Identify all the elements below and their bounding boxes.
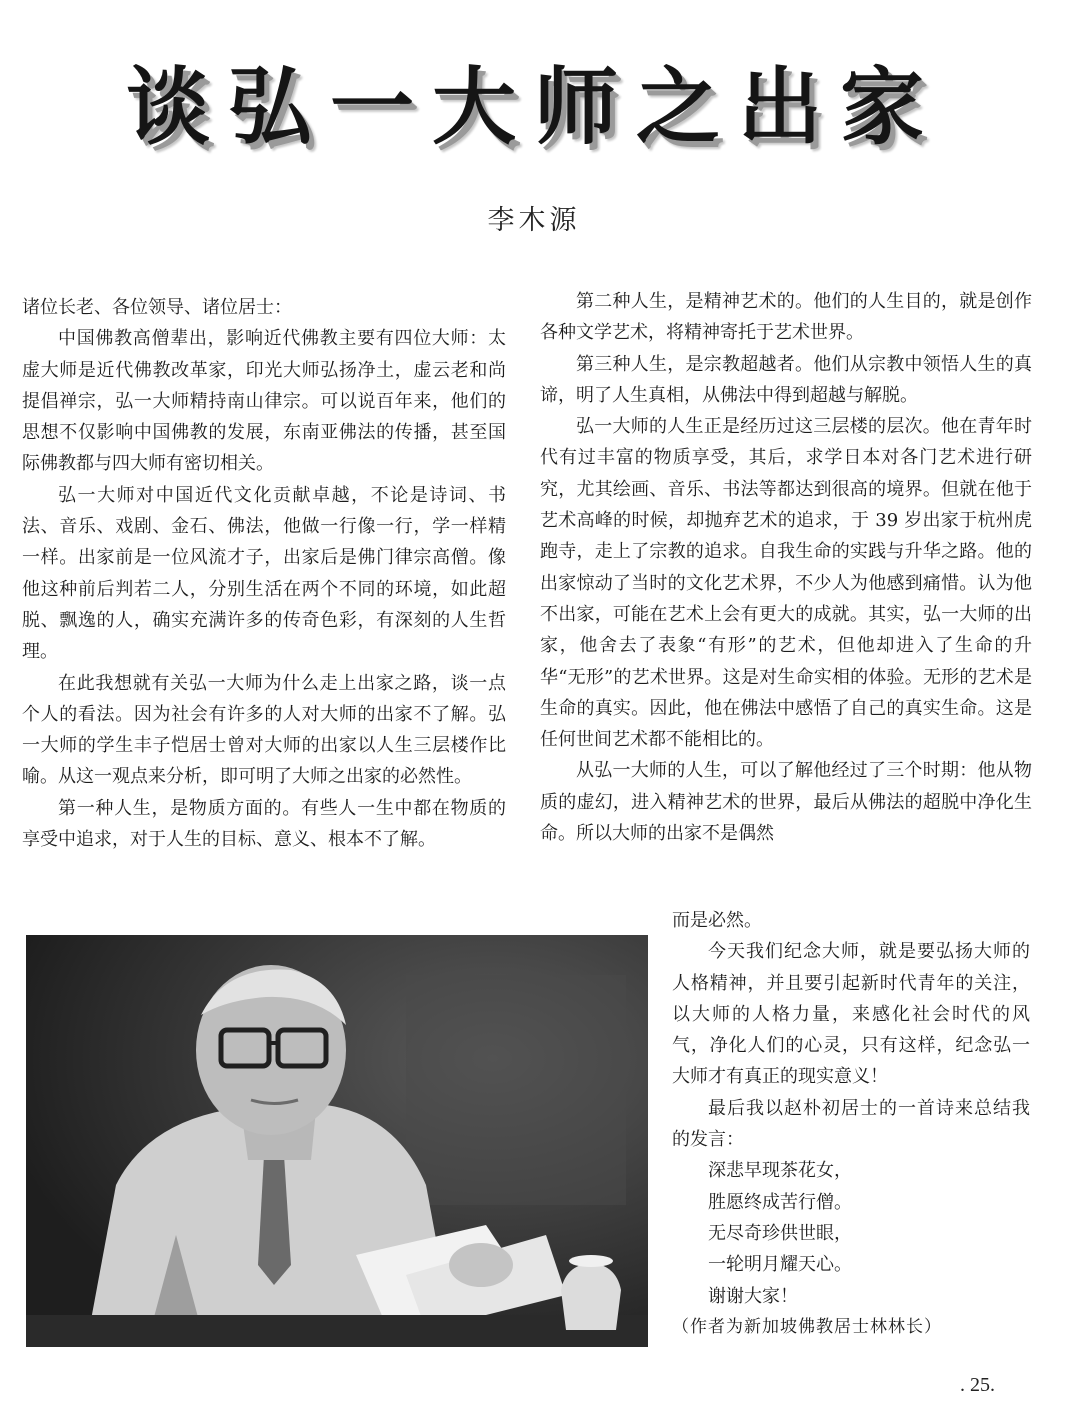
salutation: 诸位长老、各位领导、诸位居士：: [22, 297, 292, 318]
article-title: 谈弘一大师之出家: [125, 56, 942, 156]
poem-line: 无尽奇珍供世眼，: [708, 1222, 852, 1244]
paragraph: 弘一大师对中国近代文化贡献卓越，不论是诗词、书法、音乐、戏剧、金石、佛法，他做一行像一行，学一样精一样。出家前是一位风流才子，出家后是佛门律宗高僧。像他这种前后判若二人，分别生活在两个不同的环境，如此超脱、飘逸的人，确实充满许多的传奇色彩，有深刻的人生哲理。: [22, 484, 506, 663]
continuation-text: 而是必然。: [672, 910, 762, 931]
paragraph: 从弘一大师的人生，可以了解他经过了三个时期：他从物质的虚幻，进入精神艺术的世界，最后从佛法的超脱中净化生命。所以大师的出家不是偶然: [540, 760, 1032, 845]
paragraph: 中国佛教高僧辈出，影响近代佛教主要有四位大师：太虚大师是近代佛教改革家，印光大师弘扬净土，虚云老和尚提倡禅宗，弘一大师精持南山律宗。可以说百年来，他们的思想不仅影响中国佛教的发展，东南亚佛法的传播，甚至国际佛教都与四大师有密切相关。: [22, 328, 506, 475]
poem-line: 深悲早现茶花女，: [708, 1160, 852, 1182]
page-number: . 25.: [960, 1374, 995, 1396]
paragraph: 在此我想就有关弘一大师为什么走上出家之路，谈一点个人的看法。因为社会有许多的人对大师的出家不了解。弘一大师的学生丰子恺居士曾对大师的出家以人生三层楼作比喻。从这一观点来分析，即可明了大师之出家的必然性。: [22, 672, 506, 788]
left-column: [22, 292, 506, 855]
speaker-photo: [26, 935, 648, 1347]
paragraph: 第三种人生，是宗教超越者。他们从宗教中领悟人生的真谛，明了人生真相，从佛法中得到超越与解脱。: [540, 353, 1032, 406]
paragraph: 弘一大师的人生正是经历过这三层楼的层次。他在青年时代有过丰富的物质享受，其后，求学日本对各门艺术进行研究，尤其绘画、音乐、书法等都达到很高的境界。但就在他于艺术高峰的时候，却抛弃艺术的追求，于 39 岁出家于杭州虎跑寺，走上了宗教的追求。自我生命的实践与升华之路。他的出家惊动了当时的文化艺术界，不少人为他感到痛惜。认为他不出家，可能在艺术上会有更大的成就。其实，弘一大师的出家，他舍去了表象“有形”的艺术，但他却进入了生命的升华“无形”的艺术世界。这是对生命实相的体验。无形的艺术是生命的真实。因此，他在佛法中感悟了自己的真实生命。这是任何世间艺术都不能相比的。: [540, 416, 1032, 751]
author-note: （作者为新加坡佛教居士林林长）: [672, 1316, 942, 1337]
right-column: [540, 286, 1032, 849]
paragraph: 今天我们纪念大师，就是要弘扬大师的人格精神，并且要引起新时代青年的关注，以大师的人格力量，来感化社会时代的风气，净化人们的心灵，只有这样，纪念弘一大师才有真正的现实意义！: [672, 941, 1030, 1088]
paragraph: 第二种人生，是精神艺术的。他们的人生目的，就是创作各种文学艺术，将精神寄托于艺术世界。: [540, 291, 1032, 344]
paragraph: 第一种人生，是物质方面的。有些人一生中都在物质的享受中追求，对于人生的目标、意义、根本不了解。: [22, 797, 506, 851]
speaker-photo-image: [26, 935, 648, 1347]
author-name: 李木源: [487, 205, 581, 236]
paragraph: 最后我以赵朴初居士的一首诗来总结我的发言：: [672, 1097, 1030, 1151]
lower-right-column: [672, 905, 1030, 1343]
poem-line: 胜愿终成苦行僧。: [708, 1191, 852, 1213]
closing-line: 谢谢大家！: [708, 1285, 798, 1307]
poem-line: 一轮明月耀天心。: [708, 1254, 852, 1276]
